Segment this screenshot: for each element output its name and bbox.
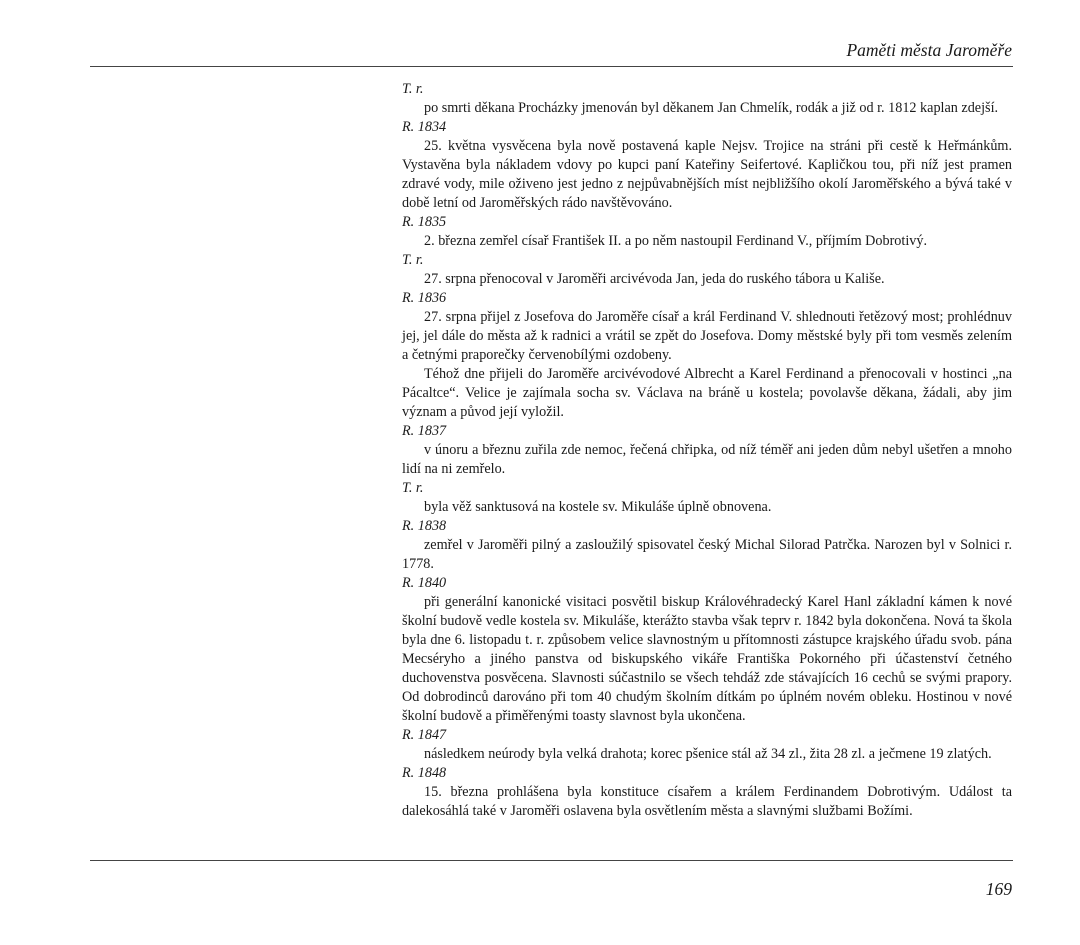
chronicle-paragraph: 27. srpna přijel z Josefova do Jaroměře císař a král Ferdinand V. shlednouti řetězový most; prohlédnuv jej, jel dále do města až k radnici a vrátil se zpět do Josefova. Domy městské byly při tom vesměs zelením a četnými praporečky červenobílými ozdobeny.: [402, 309, 1012, 363]
page-number: 169: [985, 879, 1012, 899]
chronicle-paragraph: Téhož dne přijeli do Jaroměře arcivévodové Albrecht a Karel Ferdinand a přenocovali v hostinci „na Pácaltce“. Velice je zajímala socha sv. Václava na bráně u kostela; povolavše děkana, žádali, aby jim význam a původ její vyložil.: [402, 366, 1012, 420]
chronicle-paragraph: následkem neúrody byla velká drahota; korec pšenice stál až 34 zl., žita 28 zl. a ječmene 19 zlatých.: [424, 746, 992, 762]
header-rule: [90, 66, 1013, 67]
chronicle-paragraph: 27. srpna přenocoval v Jaroměři arcivévoda Jan, jeda do ruského tábora u Kališe.: [424, 271, 885, 287]
year-heading: R. 1848: [402, 765, 447, 781]
chronicle-paragraph: byla věž sanktusová na kostele sv. Mikuláše úplně obnovena.: [424, 499, 772, 515]
year-heading: T. r.: [402, 480, 424, 496]
running-title: Paměti města Jaroměře: [846, 40, 1012, 60]
year-heading: R. 1840: [402, 575, 447, 591]
chronicle-paragraph: po smrti děkana Procházky jmenován byl děkanem Jan Chmelík, rodák a již od r. 1812 kaplan zdejší.: [424, 100, 999, 116]
year-heading: T. r.: [402, 252, 424, 268]
year-heading: R. 1834: [402, 119, 447, 135]
year-heading: T. r.: [402, 81, 424, 97]
chronicle-paragraph: zemřel v Jaroměři pilný a zasloužilý spisovatel český Michal Silorad Patrčka. Narozen byl v Solnici r. 1778.: [402, 537, 1012, 572]
year-heading: R. 1838: [402, 518, 447, 534]
footer-rule: [90, 860, 1013, 861]
year-heading: R. 1835: [402, 214, 447, 230]
chronicle-paragraph: 25. května vysvěcena byla nově postavená kaple Nejsv. Trojice na stráni při cestě k Heřmánkům. Vystavěna byla nákladem vdovy po kupci paní Kateřiny Seifertové. Kapličkou tou, při níž jest pramen zdravé vody, mile oživeno jest jedno z nejpůvabnějších míst nejbližšího okolí Jaroměřského a bývá také v době letní od Jaroměřských rádo navštěvováno.: [402, 138, 1012, 211]
chronicle-paragraph: 15. března prohlášena byla konstituce císařem a králem Ferdinandem Dobrotivým. Událost ta dalekosáhlá také v Jaroměři oslavena byla osvětlením města a slavnými službami Božími.: [402, 784, 1012, 819]
chronicle-paragraph: 2. března zemřel císař František II. a po něm nastoupil Ferdinand V., příjmím Dobrotivý.: [424, 233, 928, 249]
year-heading: R. 1837: [402, 423, 447, 439]
chronicle-paragraph: při generální kanonické visitaci posvětil biskup Královéhradecký Karel Hanl základní kámen k nové školní budově vedle kostela sv. Mikuláše, kterážto stavba však teprv r. 1842 byla dokončena. Nová ta škola byla dne 6. listopadu t. r. způsobem velice slavnostným u přítomnosti zástupce krajského úřadu svob. pána Mecséryho a jiného panstva od biskupského vikáře Františka Pokorného při účastenství četného duchovenstva posvěcena. Slavnosti súčastnilo se všech tehdáž zde stávajících 16 cechů se svými prapory. Od dobrodinců darováno při tom 40 chudým školním dítkám po úplném novém obleku. Hostinou v nové školní budově a přiměřenými toasty slavnost byla ukončena.: [402, 594, 1012, 724]
chronicle-paragraph: v únoru a březnu zuřila zde nemoc, řečená chřipka, od níž téměř ani jeden dům nebyl ušetřen a mnoho lidí na ni zemřelo.: [402, 442, 1012, 477]
year-heading: R. 1847: [402, 727, 447, 743]
year-heading: R. 1836: [402, 290, 447, 306]
chronicle-text: [402, 80, 1012, 821]
